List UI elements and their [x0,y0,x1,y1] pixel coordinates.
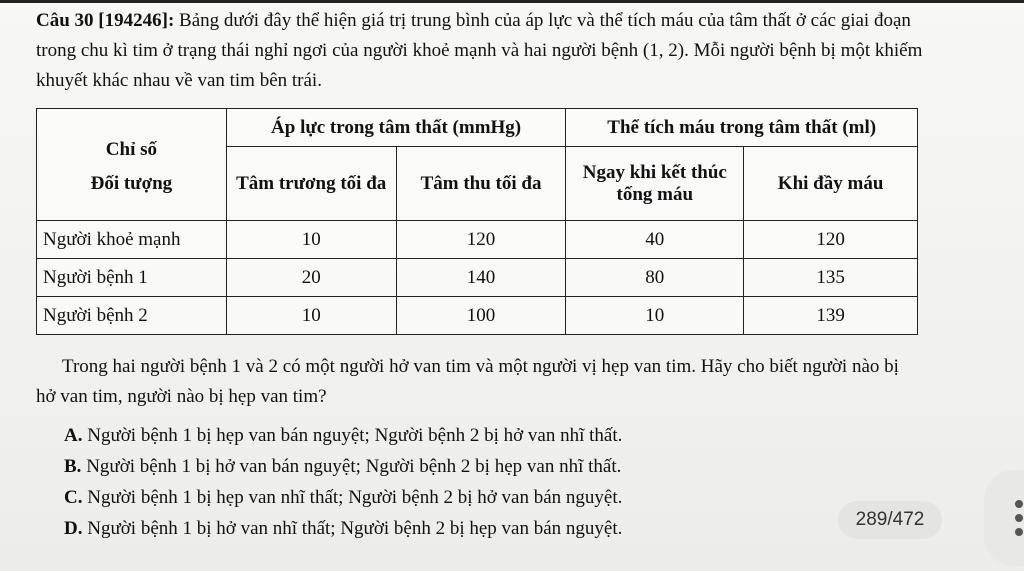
subheader-when-full: Khi đầy máu [744,147,918,221]
table-cell: 20 [226,259,396,297]
table-cell: 140 [396,259,566,297]
table-cell: 10 [566,297,744,335]
option-a[interactable] [64,420,824,451]
table-cell: 10 [226,297,396,335]
header-volume-group: Thể tích máu trong tâm thất (ml) [566,109,918,147]
table-cell: 139 [744,297,918,335]
corner-top-label: Chỉ số [105,138,157,160]
table-corner-header [37,109,227,221]
data-table [36,108,918,335]
table-row [37,221,918,259]
table-cell: 120 [396,221,566,259]
drag-handle-icon [1015,500,1023,508]
subheader-systolic-max: Tâm thu tối đa [396,147,566,221]
option-text: Người bệnh 1 bị hẹp van bán nguyệt; Người bệnh 2 bị hở van nhĩ thất. [87,425,623,446]
row-label: Người bệnh 1 [37,259,227,297]
stem-text: Trong hai người bệnh 1 và 2 có một người hở van tim và một người vị hẹp van tim. Hãy cho biết người nào bị hở van tim, người nào bị hẹp van tim? [36,356,899,407]
option-b[interactable] [64,451,824,482]
question-body: Bảng dưới đây thể hiện giá trị trung bình của áp lực và thể tích máu của tâm thất ở các giai đoạn trong chu kì tim ở trạng thái nghỉ ngơi của người khoẻ mạnh và hai người bệnh (1, 2). Mỗi người bệnh bị một khiếm khuyết khác nhau về van tim bên trái. [36,10,923,91]
answer-options [64,420,824,544]
row-label: Người bệnh 2 [37,297,227,335]
option-text: Người bệnh 1 bị hở van nhĩ thất; Người bệnh 2 bị hẹp van bán nguyệt. [87,518,623,539]
option-letter: A. [64,425,83,446]
table-row [37,297,918,335]
header-pressure-group: Áp lực trong tâm thất (mmHg) [226,109,566,147]
page-counter-badge: 289/472 [838,501,942,539]
table-cell: 40 [566,221,744,259]
top-divider [0,0,1024,3]
table-cell: 100 [396,297,566,335]
row-label: Người khoẻ mạnh [37,221,227,259]
question-number: Câu 30 [194246]: [36,10,175,31]
subheader-end-ejection: Ngay khi kết thúc tống máu [566,147,744,221]
table-cell: 135 [744,259,918,297]
option-text: Người bệnh 1 bị hẹp van nhĩ thất; Người bệnh 2 bị hở van bán nguyệt. [87,487,623,508]
table-cell: 120 [744,221,918,259]
subheader-diastolic-max: Tâm trương tối đa [226,147,396,221]
option-text: Người bệnh 1 bị hở van bán nguyệt; Người bệnh 2 bị hẹp van nhĩ thất. [86,456,622,477]
drag-handle-icon [1015,514,1023,522]
option-letter: B. [64,456,82,477]
table-row [37,259,918,297]
option-c[interactable] [64,482,824,513]
option-letter: D. [64,518,83,539]
option-d[interactable] [64,513,824,544]
question-stem [36,352,918,412]
drag-handle-icon [1015,528,1023,536]
option-letter: C. [64,487,83,508]
question-text [36,6,936,96]
corner-bottom-label: Đối tượng [90,172,173,194]
table-cell: 10 [226,221,396,259]
table-cell: 80 [566,259,744,297]
